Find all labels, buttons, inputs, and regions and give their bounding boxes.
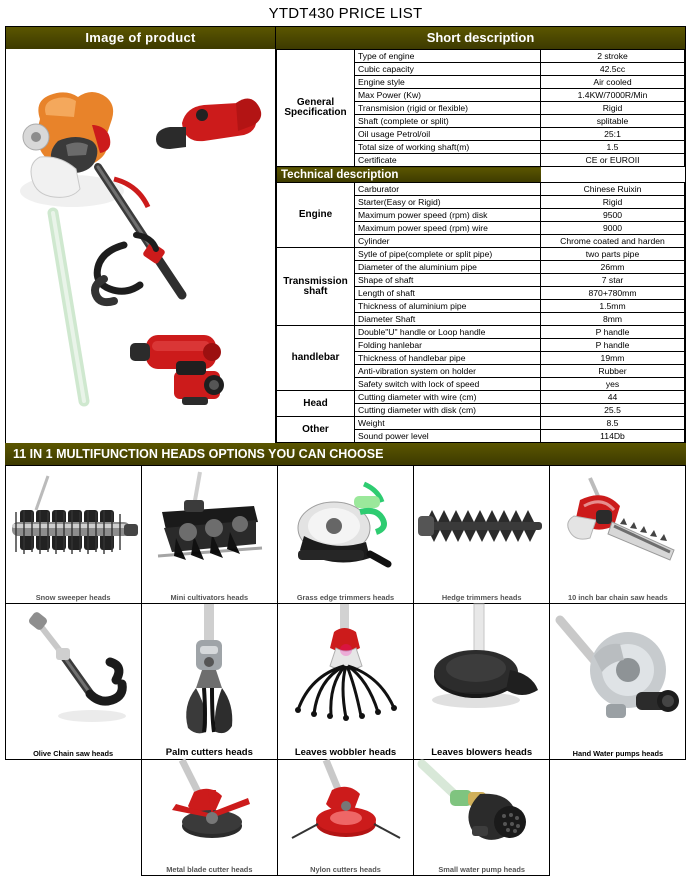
spec-label: Thickness of handlebar pipe — [355, 352, 541, 365]
product-image-column — [6, 27, 276, 443]
head-cell-leaves-wobbler[interactable] — [277, 604, 413, 760]
spec-row — [277, 417, 685, 430]
spec-row — [277, 391, 685, 404]
heads-row-2 — [5, 604, 686, 760]
spec-value: splitable — [541, 115, 685, 128]
spec-label: Certificate — [355, 154, 541, 167]
spec-label: Maximum power speed (rpm) disk — [355, 209, 541, 222]
head-caption: Metal blade cutter heads — [166, 865, 253, 874]
head-cell-hand-water-pump[interactable] — [550, 604, 686, 760]
head-caption: Hedge trimmers heads — [441, 593, 522, 602]
spec-value: 1.5mm — [541, 300, 685, 313]
spec-value: Rubber — [541, 365, 685, 378]
spec-value: 25.5 — [541, 404, 685, 417]
head-caption: Nylon cutters heads — [310, 865, 381, 874]
head-cell-palm-cutter[interactable] — [141, 604, 277, 760]
heads-options-grid — [5, 465, 687, 876]
heads-row-3 — [5, 760, 686, 876]
head-cell-mini-cultivator[interactable] — [141, 466, 277, 604]
spec-value: Chinese Ruixin — [541, 183, 685, 196]
small-water-pump-image — [414, 760, 549, 858]
leaves-blower-image — [414, 604, 549, 740]
spec-value: 1.4KW/7000R/Min — [541, 89, 685, 102]
spec-group-label: handlebar — [277, 326, 355, 391]
head-cell-hedge-trimmer[interactable] — [414, 466, 550, 604]
spec-group-label: Engine — [277, 183, 355, 248]
spec-value: 9000 — [541, 222, 685, 235]
spec-label: Engine style — [355, 76, 541, 89]
spec-label: Safety switch with lock of speed — [355, 378, 541, 391]
spec-column — [276, 27, 685, 443]
spec-value: 19mm — [541, 352, 685, 365]
hand-water-pump-image — [550, 604, 685, 740]
grass-edge-trimmer-image — [278, 466, 413, 584]
snow-sweeper-image — [6, 466, 141, 584]
spec-group-label: Other — [277, 417, 355, 443]
nylon-cutter-image — [278, 760, 413, 858]
heads-row-1 — [5, 466, 686, 604]
spec-label: Length of shaft — [355, 287, 541, 300]
spec-value: 114Db — [541, 430, 685, 443]
spec-value: 870+780mm — [541, 287, 685, 300]
spec-value: 9500 — [541, 209, 685, 222]
spec-label: Cylinder — [355, 235, 541, 248]
spec-value: P handle — [541, 326, 685, 339]
palm-cutter-image — [142, 604, 277, 740]
leaves-wobbler-image — [278, 604, 413, 740]
spec-value: Chrome coated and harden — [541, 235, 685, 248]
spec-label: Max Power (Kw) — [355, 89, 541, 102]
image-of-product-header: Image of product — [6, 27, 275, 49]
spec-label: Maximum power speed (rpm) wire — [355, 222, 541, 235]
spec-label: Cubic capacity — [355, 63, 541, 76]
spec-row — [277, 183, 685, 196]
head-cell-chain-saw-10inch[interactable] — [550, 466, 686, 604]
spec-value: 2 stroke — [541, 50, 685, 63]
spec-label: Diameter Shaft — [355, 313, 541, 326]
spec-value: 44 — [541, 391, 685, 404]
head-cell-leaves-blower[interactable] — [414, 604, 550, 760]
head-caption: Palm cutters heads — [165, 747, 253, 758]
head-cell-nylon-cutter[interactable] — [277, 760, 413, 876]
spec-label: Shaft (complete or split) — [355, 115, 541, 128]
head-cell-small-water-pump[interactable] — [414, 760, 550, 876]
spec-group-label: Transmission shaft — [277, 248, 355, 326]
spec-row — [277, 326, 685, 339]
spec-value: yes — [541, 378, 685, 391]
spec-label: Transmision (rigid or flexible) — [355, 102, 541, 115]
technical-description-header: Technical description — [277, 167, 541, 183]
brushcutter-illustration — [6, 49, 275, 419]
spec-label: Double"U" handle or Loop handle — [355, 326, 541, 339]
spec-value: 8mm — [541, 313, 685, 326]
head-cell-grass-edge-trimmer[interactable] — [277, 466, 413, 604]
heads-options-banner: 11 IN 1 MULTIFUNCTION HEADS OPTIONS YOU CAN CHOOSE — [5, 443, 686, 465]
hedge-trimmer-image — [414, 466, 549, 584]
spec-label: Cutting diameter with wire (cm) — [355, 391, 541, 404]
spec-label: Total size of working shaft(m) — [355, 141, 541, 154]
spec-value: CE or EUROII — [541, 154, 685, 167]
spec-value: 26mm — [541, 261, 685, 274]
head-caption: 10 inch bar chain saw heads — [567, 593, 668, 602]
page-title: YTDT430 PRICE LIST — [268, 5, 423, 22]
spec-label: Folding hanlebar — [355, 339, 541, 352]
head-caption: Mini cultivators heads — [170, 593, 249, 602]
metal-blade-cutter-image — [142, 760, 277, 858]
spec-value: 7 star — [541, 274, 685, 287]
product-overview-section — [5, 26, 686, 443]
spec-label: Carburator — [355, 183, 541, 196]
spec-label: Weight — [355, 417, 541, 430]
spec-label: Sytle of pipe(complete or split pipe) — [355, 248, 541, 261]
mini-cultivator-image — [142, 466, 277, 584]
spacer-cell — [541, 167, 685, 183]
spec-value: 1.5 — [541, 141, 685, 154]
head-caption: Hand Water pumps heads — [572, 749, 664, 758]
spec-label: Type of engine — [355, 50, 541, 63]
spec-label: Sound power level — [355, 430, 541, 443]
head-cell-olive-chain-saw[interactable] — [5, 604, 141, 760]
specification-table — [276, 49, 685, 443]
spec-label: Shape of shaft — [355, 274, 541, 287]
spec-label: Diameter of the aluminium pipe — [355, 261, 541, 274]
head-caption: Small water pump heads — [438, 865, 526, 874]
spec-value: two parts pipe — [541, 248, 685, 261]
spec-group-label: Head — [277, 391, 355, 417]
product-photo — [6, 49, 275, 443]
spec-value: 42.5cc — [541, 63, 685, 76]
head-cell-metal-blade-cutter[interactable] — [141, 760, 277, 876]
spec-value: Rigid — [541, 196, 685, 209]
spec-value: P handle — [541, 339, 685, 352]
spec-group-label: General Specification — [277, 50, 355, 167]
head-caption: Leaves blowers heads — [431, 747, 533, 758]
spec-value: 25:1 — [541, 128, 685, 141]
spec-label: Oil usage Petrol/oil — [355, 128, 541, 141]
spec-label: Thickness of aluminium pipe — [355, 300, 541, 313]
head-caption: Leaves wobbler heads — [294, 747, 397, 758]
chain-saw-image — [550, 466, 685, 584]
spec-label: Starter(Easy or Rigid) — [355, 196, 541, 209]
head-cell-snow-sweeper[interactable] — [5, 466, 141, 604]
spec-row — [277, 248, 685, 261]
short-description-header: Short description — [276, 27, 685, 49]
olive-chain-saw-image — [6, 604, 141, 740]
head-caption: Olive Chain saw heads — [33, 749, 114, 758]
head-caption: Grass edge trimmers heads — [296, 593, 395, 602]
spec-value: Air cooled — [541, 76, 685, 89]
spec-label: Cutting diameter with disk (cm) — [355, 404, 541, 417]
head-caption: Snow sweeper heads — [35, 593, 111, 602]
spec-row — [277, 50, 685, 63]
technical-description-header-row — [277, 167, 685, 183]
spec-value: Rigid — [541, 102, 685, 115]
spec-value: 8.5 — [541, 417, 685, 430]
spec-label: Anti-vibration system on holder — [355, 365, 541, 378]
